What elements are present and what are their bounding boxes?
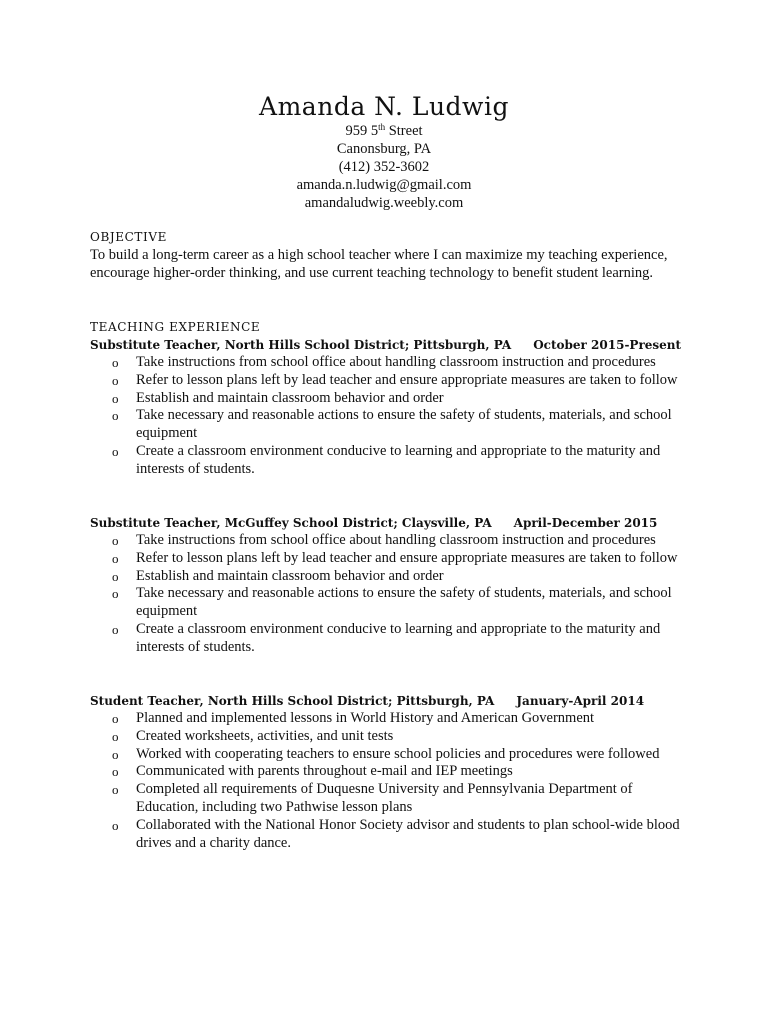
- street-number: 959 5: [345, 123, 379, 139]
- objective-heading: OBJECTIVE: [90, 230, 167, 244]
- job-entry: [90, 336, 690, 479]
- job-duty: o Planned and implemented lessons in World History and American Government: [90, 710, 690, 728]
- job-title: Substitute Teacher, McGuffey School District; Claysville, PA: [90, 516, 492, 530]
- street-ordinal: th: [378, 122, 386, 132]
- job-duty: o Take necessary and reasonable actions to ensure the safety of students, materials, and school equipment: [90, 407, 690, 443]
- street-address: [0, 122, 768, 140]
- job-title: Substitute Teacher, North Hills School District; Pittsburgh, PA: [90, 338, 512, 352]
- job-duty: o Create a classroom environment conducive to learning and appropriate to the maturity and interests of students.: [90, 621, 690, 657]
- job-duty: o Create a classroom environment conducive to learning and appropriate to the maturity and interests of students.: [90, 443, 690, 479]
- job-duty: o Refer to lesson plans left by lead teacher and ensure appropriate measures are taken to follow: [90, 372, 690, 390]
- phone-number: (412) 352-3602: [338, 159, 430, 175]
- job-duties-list: [90, 710, 690, 852]
- job-duty: o Take instructions from school office about handling classroom instruction and procedures: [90, 532, 690, 550]
- job-dates: January-April 2014: [516, 694, 645, 708]
- job-entry: [90, 692, 690, 852]
- job-dates: April-December 2015: [513, 516, 658, 530]
- job-duty: o Worked with cooperating teachers to ensure school policies and procedures were followed: [90, 746, 690, 764]
- job-title-line: [90, 514, 690, 532]
- job-duty: o Refer to lesson plans left by lead teacher and ensure appropriate measures are taken to follow: [90, 550, 690, 568]
- job-duty: o Communicated with parents throughout e-mail and IEP meetings: [90, 763, 690, 781]
- job-duty: o Collaborated with the National Honor Society advisor and students to plan school-wide blood drives and a charity dance.: [90, 817, 690, 853]
- job-entry: [90, 514, 690, 657]
- job-duty: o Establish and maintain classroom behavior and order: [90, 390, 690, 408]
- street-name: Street: [385, 123, 423, 139]
- experience-heading: TEACHING EXPERIENCE: [90, 320, 261, 334]
- website-url: amandaludwig.weebly.com: [304, 195, 464, 211]
- experience-heading-block: [90, 318, 690, 336]
- job-duties-list: [90, 532, 690, 657]
- job-duty: o Completed all requirements of Duquesne University and Pennsylvania Department of Education, including two Pathwise lesson plans: [90, 781, 690, 817]
- job-title-line: [90, 336, 690, 354]
- job-duty: o Take instructions from school office about handling classroom instruction and procedures: [90, 354, 690, 372]
- city-state: Canonsburg, PA: [336, 141, 432, 157]
- job-duties-list: [90, 354, 690, 479]
- job-dates: October 2015-Present: [533, 338, 682, 352]
- job-title-line: [90, 692, 690, 710]
- job-duty: o Created worksheets, activities, and unit tests: [90, 728, 690, 746]
- applicant-name: Amanda N. Ludwig: [259, 92, 509, 121]
- email-address: amanda.n.ludwig@gmail.com: [296, 177, 472, 193]
- job-title: Student Teacher, North Hills School District; Pittsburgh, PA: [90, 694, 495, 708]
- job-duty: o Establish and maintain classroom behavior and order: [90, 568, 690, 586]
- resume-header: [0, 92, 768, 212]
- objective-section: [90, 228, 690, 282]
- objective-text: To build a long-term career as a high school teacher where I can maximize my teaching experience, encourage higher-order thinking, and use current teaching technology to benefit student learning.: [90, 247, 668, 281]
- job-duty: o Take necessary and reasonable actions to ensure the safety of students, materials, and school equipment: [90, 585, 690, 621]
